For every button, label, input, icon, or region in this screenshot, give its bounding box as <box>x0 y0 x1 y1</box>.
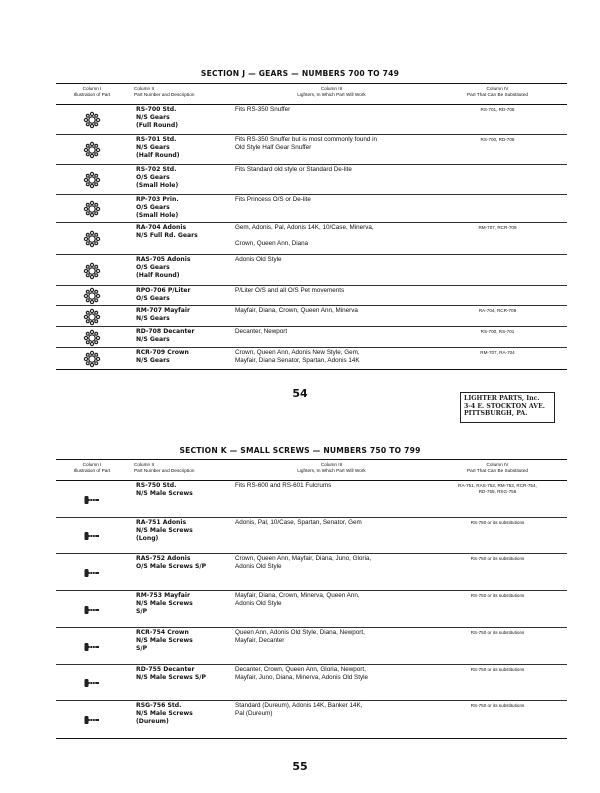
compatible-lighters: Decanter, Newport <box>235 328 288 335</box>
compatible-lighters: Fits RS-350 Snuffer but is most commonly found in Old Style Half Gear Snuffer <box>235 136 377 152</box>
table-row <box>56 628 567 665</box>
table-row <box>56 591 567 628</box>
part-number-description: RAS-705 Adonis O/S Gears (Half Round) <box>136 256 191 280</box>
part-number-description: RA-751 Adonis N/S Male Screws (Long) <box>136 519 193 543</box>
part-number-description: RS-700 Std. N/S Gears (Full Round) <box>136 106 178 130</box>
substitute-parts: RS-750 or its substitutions <box>470 630 525 635</box>
part-number-description: RS-750 Std. N/S Male Screws <box>136 482 193 498</box>
compatible-lighters: Adonis, Pal, 10/Case, Spartan, Senator, Gem <box>235 519 362 526</box>
screw-icon <box>56 481 128 517</box>
gear-icon <box>56 348 128 369</box>
substitute-parts: RS-750 or its substitutions <box>470 556 525 561</box>
table-row <box>56 701 567 739</box>
gear-icon <box>56 306 128 326</box>
substitute-parts: RS-750 or its substitutions <box>470 667 525 672</box>
screw-icon <box>56 701 128 738</box>
table-row <box>56 348 567 370</box>
substitute-parts: RA-751, RAS-752, RM-753, RCR-754, RD-755, RSG-756 <box>458 483 537 494</box>
compatible-lighters: Mayfair, Diana, Crown, Minerva, Queen Ann, Adonis Old Style <box>235 592 360 608</box>
gear-icon <box>56 327 128 347</box>
column-header-lighters: Column III Lighters, In Which Part Will Work <box>297 86 366 97</box>
substitute-parts: RM-707, RA-704 <box>480 350 515 355</box>
table-row <box>56 306 567 327</box>
gear-icon <box>56 286 128 305</box>
gear-icon <box>56 135 128 164</box>
substitute-parts: RA-704, RCR-709 <box>478 308 517 313</box>
column-header-illustration: Column I Illustration of Part <box>73 462 111 473</box>
column-header-part-number: Column II Part Number and Description <box>134 86 195 97</box>
gear-icon <box>56 255 128 285</box>
part-number-description: RD-708 Decanter N/S Gears <box>136 328 195 344</box>
table-row <box>56 665 567 701</box>
column-header-illustration: Column I Illustration of Part <box>73 86 111 97</box>
stamp-line-3: PITTSBURGH, PA. <box>464 410 528 418</box>
part-number-description: RS-702 Std. O/S Gears (Small Hole) <box>136 166 179 190</box>
screw-icon <box>56 665 128 700</box>
table-row <box>56 105 567 135</box>
table-header <box>56 459 567 481</box>
part-number-description: RA-704 Adonis N/S Full Rd. Gears <box>136 224 198 240</box>
substitute-parts: RS-750 or its substitutions <box>470 703 525 708</box>
part-number-description: RD-755 Decanter N/S Male Screws S/P <box>136 666 206 682</box>
part-number-description: RCR-754 Crown N/S Male Screws S/P <box>136 629 193 653</box>
part-number-description: RAS-752 Adonis O/S Male Screws S/P <box>136 555 207 571</box>
compatible-lighters: Fits Princess O/S or De-lite <box>235 196 311 203</box>
compatible-lighters: Crown, Queen Ann, Mayfair, Diana, Juno, Gloria, Adonis Old Style <box>235 555 372 571</box>
part-number-description: RSG-756 Std. N/S Male Screws (Dureum) <box>136 702 193 726</box>
table-row <box>56 518 567 554</box>
screw-icon <box>56 554 128 590</box>
compatible-lighters: Adonis Old Style <box>235 256 282 263</box>
table-row <box>56 165 567 195</box>
part-number-description: RPO-706 P/Liter O/S Gears <box>136 287 191 303</box>
table-row <box>56 554 567 591</box>
part-number-description: RM-753 Mayfair N/S Male Screws S/P <box>136 592 193 616</box>
part-number-description: RS-701 Std. N/S Gears (Half Round) <box>136 136 180 160</box>
screw-icon <box>56 628 128 664</box>
table-row <box>56 135 567 165</box>
dealer-stamp <box>460 392 555 423</box>
part-number-description: RM-707 Mayfair N/S Gears <box>136 307 190 323</box>
gears-table <box>56 83 567 370</box>
substitute-parts <box>428 286 567 305</box>
table-row <box>56 195 567 223</box>
substitute-parts: RS-700, RS-701 <box>480 329 515 334</box>
compatible-lighters: Fits RS-350 Snuffer <box>235 106 291 113</box>
screw-icon <box>56 591 128 627</box>
column-header-lighters: Column III Lighters, In Which Part Will Work <box>297 462 366 473</box>
compatible-lighters: Queen Ann, Adonis Old Style, Diana, Newport, Mayfair, Decanter <box>235 629 365 645</box>
section-k-title: SECTION K — SMALL SCREWS — NUMBERS 750 TO 799 <box>179 446 421 455</box>
column-header-substitute: Column IV Part That Can Be Substituted <box>467 86 528 97</box>
table-header <box>56 83 567 105</box>
part-number-description: RCR-709 Crown N/S Gears <box>136 349 189 365</box>
substitute-parts <box>428 165 567 194</box>
table-row <box>56 481 567 518</box>
substitute-parts: RS-701, RD-708 <box>480 107 515 112</box>
substitute-parts <box>428 195 567 222</box>
screws-table <box>56 459 567 739</box>
compatible-lighters: Crown, Queen Ann, Adonis New Style, Gem, Mayfair, Diana Senator, Spartan, Adonis 14K <box>235 349 360 365</box>
compatible-lighters: Fits Standard old style or Standard De-lite <box>235 166 352 173</box>
part-number-description: RP-703 Prin. O/S Gears (Small Hole) <box>136 196 179 220</box>
section-j-title: SECTION J — GEARS — NUMBERS 700 TO 749 <box>200 69 400 78</box>
substitute-parts <box>428 255 567 285</box>
table-row <box>56 255 567 286</box>
compatible-lighters: Decanter, Crown, Queen Ann, Gloria, Newport, Mayfair, Juno, Diana, Minerva, Adonis Old Style <box>235 666 368 682</box>
compatible-lighters: P/Liter O/S and all O/S Pet movements <box>235 287 345 294</box>
substitute-parts: RS-750 or its substitutions <box>470 520 525 525</box>
page-number-54: 54 <box>292 387 308 400</box>
substitute-parts: RM-707, RCR-709 <box>478 225 517 230</box>
column-header-substitute: Column IV Part That Can Be Substituted <box>467 462 528 473</box>
substitute-parts: RS-700, RD-708 <box>480 137 515 142</box>
gear-icon <box>56 223 128 254</box>
compatible-lighters: Fits RS-600 and RS-601 Fulcrums <box>235 482 332 489</box>
gear-icon <box>56 195 128 222</box>
table-row <box>56 223 567 255</box>
column-header-part-number: Column II Part Number and Description <box>134 462 195 473</box>
page-number-55: 55 <box>292 760 308 773</box>
compatible-lighters: Mayfair, Diana, Crown, Queen Ann, Minerva <box>235 307 358 314</box>
stamp-line-1: LIGHTER PARTS, Inc. <box>464 395 540 402</box>
stamp-line-2: 3-4 E. STOCKTON AVE. <box>464 402 545 410</box>
table-row <box>56 327 567 348</box>
gear-icon <box>56 165 128 194</box>
substitute-parts: RS-750 or its substitutions <box>470 593 525 598</box>
gear-icon <box>56 105 128 134</box>
screw-icon <box>56 518 128 553</box>
table-row <box>56 286 567 306</box>
compatible-lighters: Standard (Dureum), Adonis 14K, Banker 14K, Pal (Dureum) <box>235 702 363 718</box>
compatible-lighters: Gem, Adonis, Pal, Adonis 14K, 10/Case, Minerva, Crown, Queen Ann, Diana <box>235 224 374 248</box>
